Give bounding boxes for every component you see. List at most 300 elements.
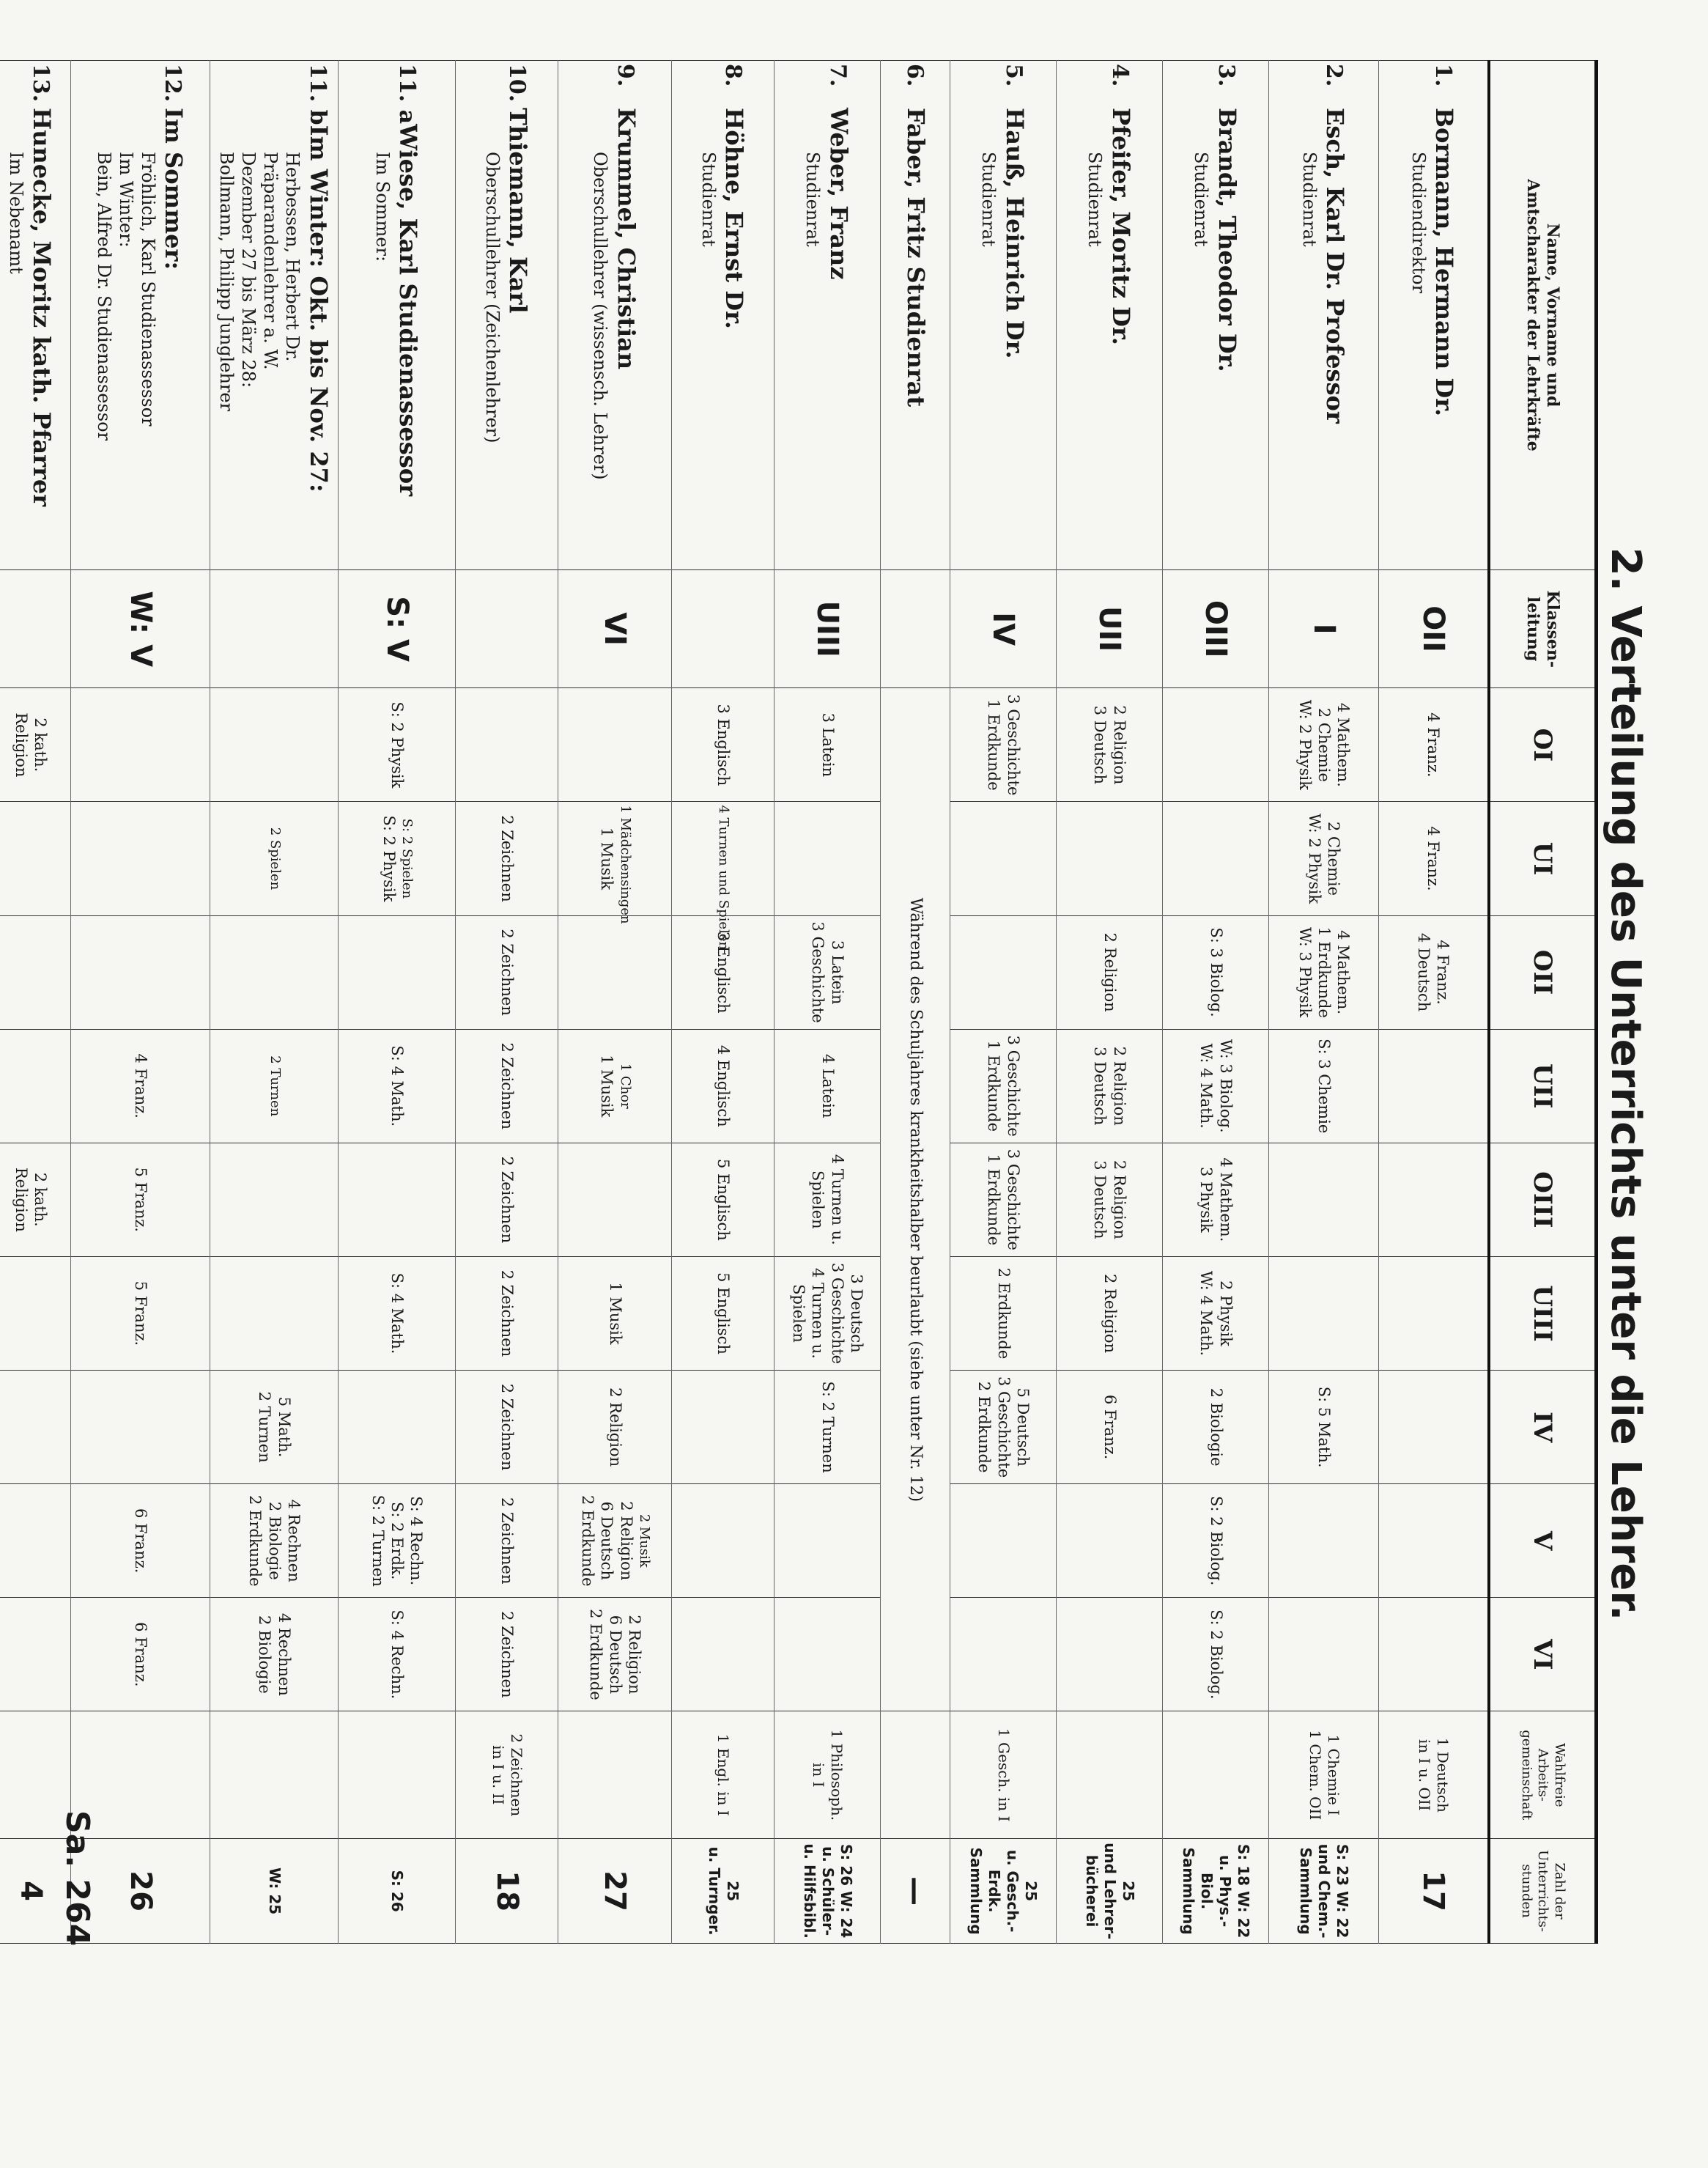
lesson-text: 2 Zeichnen	[498, 1383, 517, 1471]
header-class-oii: OII	[1489, 915, 1597, 1029]
table-row	[672, 61, 774, 1944]
header-class-uiii: UIII	[1489, 1256, 1597, 1370]
lesson-cell	[71, 1029, 210, 1143]
lesson-text: 4 Franz. 4 Deutsch	[1415, 932, 1452, 1012]
lesson-text: 5 Englisch	[714, 1158, 733, 1241]
row-number: 11. a	[394, 64, 421, 125]
hours-cell: 27	[558, 1839, 672, 1944]
lesson-cell	[1379, 1143, 1489, 1256]
lesson-text: S: 2 Turnen	[818, 1381, 837, 1473]
teacher-name: Im Winter: Okt. bis Nov. 27:	[304, 125, 333, 493]
teacher-cell	[1379, 61, 1489, 570]
row-number: 5.	[1000, 64, 1027, 87]
row-number: 1.	[1430, 64, 1457, 87]
hours-cell: —	[881, 1839, 950, 1944]
lesson-cell	[1269, 1029, 1379, 1143]
lesson-text: 2 Zeichnen	[498, 1497, 517, 1585]
row-number: 4.	[1106, 64, 1133, 87]
lesson-text: 3 Geschichte 1 Erdkunde	[985, 1148, 1022, 1250]
lesson-cell	[774, 688, 881, 802]
arbeitsgemeinschaft-cell: 2 Zeichnen in I u. II	[456, 1711, 558, 1839]
lesson-cell	[774, 1143, 881, 1256]
table-row	[0, 61, 71, 1944]
lesson-text: W: 3 Biolog. W: 4 Math.	[1197, 1039, 1235, 1133]
arbeitsgemeinschaft-cell: 1 Chemie I 1 Chem. OII	[1269, 1711, 1379, 1839]
header-row	[1489, 61, 1597, 1944]
lesson-cell	[558, 1598, 672, 1711]
hours-cell: 17	[1379, 1839, 1489, 1944]
arbeitsgemeinschaft-cell: 1 Engl. in I	[672, 1711, 774, 1839]
lesson-cell	[1057, 802, 1163, 915]
lesson-cell	[210, 688, 339, 802]
lesson-text: 5 Franz.	[132, 1167, 150, 1233]
lesson-cell	[339, 1598, 456, 1711]
lesson-cell	[1163, 1484, 1269, 1598]
lesson-cell	[456, 802, 558, 915]
teacher-name: Weber, Franz	[824, 108, 853, 280]
hours-cell: 4	[0, 1839, 71, 1944]
lesson-cell	[456, 1256, 558, 1370]
lesson-text: 6 Franz.	[1101, 1394, 1119, 1460]
hours-cell: S: 18 W: 22 u. Phys.-Biol. Sammlung	[1163, 1839, 1269, 1944]
arbeitsgemeinschaft-cell	[558, 1711, 672, 1839]
lesson-cell	[950, 688, 1057, 802]
teacher-title: Studienrat	[802, 152, 824, 247]
lesson-text: S: 5 Math.	[1315, 1386, 1334, 1468]
hours-cell: 25 u. Gesch.-Erdk. Sammlung	[950, 1839, 1057, 1944]
group-note: S: 2 Spielen	[399, 818, 415, 899]
lesson-cell	[672, 1143, 774, 1256]
teacher-cell	[774, 61, 881, 570]
lesson-text: 3 Deutsch 3 Geschichte 4 Turnen u. Spielen	[790, 1262, 865, 1365]
lesson-cell	[1269, 915, 1379, 1029]
lesson-text: S: 4 Rechn.	[388, 1610, 407, 1700]
lesson-text: 2 Erdkunde	[994, 1267, 1013, 1360]
hours-cell: S: 23 W: 22 und Chem.- Sammlung	[1269, 1839, 1379, 1944]
lesson-text: 2 Zeichnen	[498, 815, 517, 902]
header-stunden: Zahl der Unterrichts- stunden	[1489, 1839, 1597, 1944]
lesson-text: S: 2 Biolog.	[1207, 1496, 1225, 1586]
lesson-cell	[1163, 1256, 1269, 1370]
lesson-text: S: 4 Math.	[388, 1272, 407, 1354]
teacher-cell	[71, 61, 210, 570]
header-class-oi: OI	[1489, 688, 1597, 802]
table-row	[210, 61, 339, 1944]
teacher-name: Wiese, Karl Studienassessor	[394, 124, 423, 496]
header-class-ui: UI	[1489, 802, 1597, 915]
arbeitsgemeinschaft-cell	[1163, 1711, 1269, 1839]
table-row	[1057, 61, 1163, 1944]
lesson-cell	[0, 802, 71, 915]
lesson-cell	[210, 1029, 339, 1143]
group-note: 1 Chor	[617, 1063, 633, 1109]
lesson-cell	[456, 1598, 558, 1711]
row-number: 2.	[1321, 64, 1347, 87]
lesson-cell	[339, 1143, 456, 1256]
lesson-cell	[71, 1598, 210, 1711]
table-row	[456, 61, 558, 1944]
lesson-cell	[950, 1029, 1057, 1143]
hours-cell: 18	[456, 1839, 558, 1944]
lesson-cell	[1163, 1371, 1269, 1484]
lesson-text: 2 Religion	[1101, 1273, 1119, 1354]
teacher-title: Im Nebenamt	[5, 152, 26, 274]
lesson-text: 5 Franz.	[132, 1280, 150, 1346]
teacher-cell	[672, 61, 774, 570]
lesson-text: 2 Religion 6 Deutsch 2 Erdkunde	[579, 1495, 635, 1587]
lesson-text: 4 Turnen u. Spielen	[809, 1154, 846, 1245]
table-row	[950, 61, 1057, 1944]
header-class-vi: VI	[1489, 1598, 1597, 1711]
lesson-cell	[1163, 1029, 1269, 1143]
klassenleitung-cell: UIII	[774, 569, 881, 687]
page-title: 2. Verteilung des Unterrichts unter die Lehrer.	[1602, 547, 1649, 1621]
lesson-text: 6 Franz.	[132, 1508, 150, 1574]
teacher-title: Studienrat	[1298, 152, 1320, 247]
lesson-text: 4 Mathem. 2 Chemie W: 2 Physik	[1295, 699, 1353, 791]
lesson-cell	[672, 1484, 774, 1598]
spanning-note: Während des Schuljahres krankheitshalber beurlaubt (siehe unter Nr. 12)	[881, 688, 950, 1711]
klassenleitung-cell	[456, 569, 558, 687]
teacher-cell	[558, 61, 672, 570]
lesson-cell	[456, 1371, 558, 1484]
header-klassenleitung: Klassen- leitung	[1489, 569, 1597, 687]
lesson-cell	[339, 1029, 456, 1143]
teacher-name: Brandt, Theodor Dr.	[1213, 108, 1241, 372]
lesson-text: 2 Zeichnen	[498, 1156, 517, 1244]
lesson-text: 2 Religion 3 Deutsch	[1091, 1159, 1128, 1239]
teacher-title: Herbessen, Herbert Dr. Präparandenlehrer a. W. Dezember 27 bis März 28: Bollmann, Philipp Junglehrer	[216, 152, 303, 412]
lesson-text: 2 kath. Religion	[12, 1167, 50, 1232]
lesson-cell	[774, 1029, 881, 1143]
lesson-text: 2 Biologie	[1207, 1387, 1225, 1467]
arbeitsgemeinschaft-cell	[339, 1711, 456, 1839]
klassenleitung-cell	[0, 569, 71, 687]
lesson-cell	[950, 802, 1057, 915]
teacher-name: Hunecke, Moritz kath. Pfarrer	[28, 108, 56, 507]
lesson-text: 6 Franz.	[132, 1622, 150, 1687]
teacher-cell	[210, 61, 339, 570]
lesson-text: 2 Physik W: 4 Math.	[1197, 1270, 1235, 1357]
hours-cell: S: 26	[339, 1839, 456, 1944]
table-row	[1379, 61, 1489, 1944]
lesson-text: 2 Zeichnen	[498, 1611, 517, 1698]
teacher-cell	[1269, 61, 1379, 570]
lesson-text: 2 Zeichnen	[498, 1042, 517, 1130]
lesson-cell	[456, 688, 558, 802]
total-sum: Sa. 264	[59, 1810, 96, 1947]
lesson-cell	[0, 1143, 71, 1256]
lesson-cell	[950, 1143, 1057, 1256]
lesson-cell	[950, 915, 1057, 1029]
row-number: 8.	[720, 64, 747, 87]
teacher-title: Studienrat	[1191, 152, 1212, 247]
lesson-text: 3 Englisch	[714, 704, 733, 786]
lesson-cell	[339, 1371, 456, 1484]
lesson-cell	[950, 1598, 1057, 1711]
lesson-text: S: 2 Physik	[388, 701, 407, 789]
lesson-cell	[1379, 1598, 1489, 1711]
lesson-cell	[672, 1256, 774, 1370]
lesson-text: 2 Zeichnen	[498, 929, 517, 1016]
lesson-text: 1 Musik	[606, 1282, 624, 1345]
lesson-text: 3 Geschichte 1 Erdkunde	[985, 1035, 1022, 1137]
lesson-cell	[1057, 688, 1163, 802]
teacher-title: Fröhlich, Karl Studienassessor Im Winter: Bein, Alfred Dr. Studienassessor	[93, 152, 158, 441]
lesson-cell	[1057, 915, 1163, 1029]
row-number: 6.	[901, 64, 928, 87]
lesson-cell	[1057, 1598, 1163, 1711]
lesson-cell	[0, 1256, 71, 1370]
teacher-name: Faber, Fritz Studienrat	[901, 108, 930, 408]
arbeitsgemeinschaft-cell: 1 Gesch. in I	[950, 1711, 1057, 1839]
lesson-cell	[1379, 1484, 1489, 1598]
teacher-name: Thiemann, Karl	[504, 108, 533, 314]
lesson-cell	[1379, 1256, 1489, 1370]
lesson-cell	[1163, 1598, 1269, 1711]
group-note: 4 Turnen und Spielen	[716, 805, 732, 951]
lesson-text: 2 Zeichnen	[498, 1269, 517, 1357]
klassenleitung-cell: W: V	[71, 569, 210, 687]
teacher-distribution-table	[0, 60, 1598, 1947]
header-arbeitsgemeinschaft: Wahlfreie Arbeits- gemeinschaft	[1489, 1711, 1597, 1839]
row-number: 10.	[504, 64, 530, 103]
lesson-cell	[1379, 1029, 1489, 1143]
teacher-title: Studienrat	[698, 152, 719, 247]
lesson-cell	[774, 1256, 881, 1370]
lesson-cell	[71, 688, 210, 802]
lesson-text: 2 Religion	[1101, 932, 1119, 1012]
lesson-text: 4 Franz.	[1424, 826, 1443, 891]
lesson-text: 3 Geschichte 1 Erdkunde	[985, 694, 1022, 796]
lesson-cell	[1057, 1484, 1163, 1598]
teacher-cell	[456, 61, 558, 570]
lesson-cell	[0, 1371, 71, 1484]
table-row	[1163, 61, 1269, 1944]
lesson-cell	[1379, 915, 1489, 1029]
table-row	[1269, 61, 1379, 1944]
lesson-cell	[210, 802, 339, 915]
lesson-text: 4 Franz.	[132, 1053, 150, 1118]
lesson-cell	[1163, 915, 1269, 1029]
lesson-cell	[339, 915, 456, 1029]
lesson-text: 4 Rechnen 2 Biologie	[256, 1612, 293, 1696]
table-row	[71, 61, 210, 1944]
row-number: 3.	[1213, 64, 1239, 87]
lesson-cell	[950, 1371, 1057, 1484]
lesson-cell	[1379, 802, 1489, 915]
lesson-text: 2 kath. Religion	[12, 712, 50, 778]
klassenleitung-cell: UII	[1057, 569, 1163, 687]
lesson-cell	[558, 1256, 672, 1370]
header-class-v: V	[1489, 1484, 1597, 1598]
lesson-text: 2 Religion 3 Deutsch	[1091, 705, 1128, 785]
lesson-cell	[1057, 1029, 1163, 1143]
lesson-cell	[1379, 688, 1489, 802]
teacher-name: Bormann, Hermann Dr.	[1430, 108, 1459, 417]
lesson-text: 5 Math. 2 Turnen	[256, 1391, 293, 1463]
lesson-cell	[558, 915, 672, 1029]
teacher-cell	[1057, 61, 1163, 570]
lesson-text: S: 4 Rechn. S: 2 Erdk. S: 2 Turnen	[369, 1494, 426, 1587]
group-note: 2 Spielen	[267, 827, 283, 891]
lesson-cell	[558, 688, 672, 802]
lesson-cell	[672, 915, 774, 1029]
lesson-cell	[71, 915, 210, 1029]
lesson-cell	[0, 1029, 71, 1143]
lesson-cell	[774, 1484, 881, 1598]
lesson-text: 4 Mathem. 1 Erdkunde W: 3 Physik	[1295, 926, 1353, 1018]
row-number: 9.	[612, 64, 638, 87]
group-note: 2 Musik	[637, 1513, 653, 1568]
lesson-text: 3 Latein 3 Geschichte	[809, 921, 846, 1023]
lesson-cell	[1163, 688, 1269, 802]
klassenleitung-cell: S: V	[339, 569, 456, 687]
lesson-cell	[210, 1598, 339, 1711]
lesson-cell	[71, 1484, 210, 1598]
arbeitsgemeinschaft-cell	[1057, 1711, 1163, 1839]
teacher-name: Hauß, Heinrich Dr.	[1000, 108, 1029, 359]
teacher-name: Esch, Karl Dr. Professor	[1321, 108, 1350, 424]
lesson-cell	[0, 1484, 71, 1598]
hours-cell: 25 und Lehrer- bücherei	[1057, 1839, 1163, 1944]
lesson-cell	[672, 802, 774, 951]
klassenleitung-cell: I	[1269, 569, 1379, 687]
klassenleitung-cell: IV	[950, 569, 1057, 687]
table-row	[881, 61, 950, 1944]
teacher-title: Studiendirektor	[1408, 152, 1429, 294]
teacher-cell	[339, 61, 456, 570]
lesson-cell	[1163, 802, 1269, 915]
lesson-cell	[950, 1256, 1057, 1370]
lesson-cell	[71, 1143, 210, 1256]
teacher-cell	[950, 61, 1057, 570]
header-class-uii: UII	[1489, 1029, 1597, 1143]
lesson-cell	[1269, 1256, 1379, 1370]
lesson-text: 4 Englisch	[714, 1044, 733, 1127]
row-number: 12.	[160, 64, 186, 103]
teacher-title: Oberschullehrer (wissensch. Lehrer)	[590, 152, 611, 480]
lesson-cell	[210, 1256, 339, 1370]
table-row	[558, 61, 672, 1944]
lesson-cell	[456, 1029, 558, 1143]
lesson-cell	[71, 1371, 210, 1484]
lesson-cell	[558, 1029, 672, 1143]
lesson-cell	[0, 1598, 71, 1711]
row-number: 11. b	[304, 64, 330, 125]
lesson-cell	[1057, 1143, 1163, 1256]
lesson-text: S: 3 Chemie	[1315, 1039, 1334, 1134]
lesson-cell	[71, 802, 210, 915]
lesson-cell	[774, 1598, 881, 1711]
arbeitsgemeinschaft-cell	[881, 1711, 950, 1839]
klassenleitung-cell	[210, 569, 339, 687]
klassenleitung-cell: VI	[558, 569, 672, 687]
lesson-cell	[1269, 1371, 1379, 1484]
lesson-cell	[210, 1143, 339, 1256]
lesson-text: 2 Chemie W: 2 Physik	[1306, 813, 1343, 904]
lesson-text: 1 Musik	[598, 1055, 616, 1118]
lesson-cell	[1057, 1256, 1163, 1370]
lesson-cell	[672, 1598, 774, 1711]
teacher-title: Oberschullehrer (Zeichenlehrer)	[481, 152, 503, 443]
teacher-title: Studienrat	[1084, 152, 1106, 247]
lesson-cell	[672, 688, 774, 802]
lesson-cell	[1269, 1484, 1379, 1598]
lesson-text: 5 Deutsch 3 Geschichte 2 Erdkunde	[975, 1376, 1032, 1478]
group-note: 1 Mädchensingen	[617, 805, 633, 924]
lesson-cell	[339, 1256, 456, 1370]
lesson-cell	[339, 802, 456, 915]
lesson-text: S: 2 Physik	[380, 815, 398, 902]
lesson-text: 4 Franz.	[1424, 712, 1443, 778]
klassenleitung-cell	[881, 569, 950, 687]
hours-cell: S: 26 W: 24 u. Schüler- u. Hilfsbibl.	[774, 1839, 881, 1944]
header-class-iv: IV	[1489, 1371, 1597, 1484]
klassenleitung-cell	[672, 569, 774, 687]
klassenleitung-cell: OIII	[1163, 569, 1269, 687]
lesson-cell	[558, 1143, 672, 1256]
lesson-cell	[950, 1484, 1057, 1598]
table-row	[339, 61, 456, 1944]
lesson-cell	[558, 802, 672, 924]
lesson-cell	[339, 1484, 456, 1598]
arbeitsgemeinschaft-cell: 1 Deutsch in I u. OII	[1379, 1711, 1489, 1839]
lesson-cell	[1379, 1371, 1489, 1484]
lesson-cell	[672, 1029, 774, 1143]
teacher-cell	[0, 61, 71, 570]
lesson-text: 3 Latein	[818, 712, 837, 778]
lesson-cell	[456, 915, 558, 1029]
lesson-text: 3 Englisch	[714, 931, 733, 1014]
lesson-cell	[774, 1371, 881, 1484]
hours-cell: W: 25	[210, 1839, 339, 1944]
lesson-text: 2 Religion 6 Deutsch 2 Erdkunde	[587, 1609, 643, 1700]
lesson-text: 2 Religion 3 Deutsch	[1091, 1046, 1128, 1126]
lesson-text: S: 3 Biolog.	[1207, 927, 1225, 1017]
lesson-cell	[672, 1371, 774, 1484]
klassenleitung-cell: OII	[1379, 569, 1489, 687]
teacher-name: Krummel, Christian	[612, 108, 640, 370]
lesson-cell	[1269, 688, 1379, 802]
lesson-cell	[71, 1256, 210, 1370]
header-name: Name, Vorname und Amtscharakter der Lehrkräfte	[1489, 61, 1597, 570]
header-class-oiii: OIII	[1489, 1143, 1597, 1256]
arbeitsgemeinschaft-cell	[210, 1711, 339, 1839]
lesson-text: 4 Latein	[818, 1053, 837, 1118]
lesson-text: 5 Englisch	[714, 1272, 733, 1354]
lesson-cell	[1269, 1143, 1379, 1256]
hours-cell: 26	[71, 1839, 210, 1944]
lesson-cell	[1163, 1143, 1269, 1256]
lesson-cell	[0, 915, 71, 1029]
table-row	[774, 61, 881, 1944]
teacher-name: Höhne, Ernst Dr.	[720, 108, 749, 330]
lesson-cell	[210, 1371, 339, 1484]
teacher-cell	[881, 61, 950, 570]
lesson-text: S: 2 Biolog.	[1207, 1610, 1225, 1700]
teacher-title: Studienrat	[978, 152, 999, 247]
lesson-cell	[456, 1143, 558, 1256]
lesson-cell	[210, 1484, 339, 1598]
lesson-cell	[1269, 1598, 1379, 1711]
teacher-name: Pfeifer, Moritz Dr.	[1106, 108, 1135, 345]
lesson-cell	[456, 1484, 558, 1598]
lesson-text: S: 4 Math.	[388, 1045, 407, 1127]
lesson-cell	[558, 1371, 672, 1484]
teacher-name: Im Sommer:	[160, 108, 188, 270]
arbeitsgemeinschaft-cell: 1 Philosoph. in I	[774, 1711, 881, 1839]
